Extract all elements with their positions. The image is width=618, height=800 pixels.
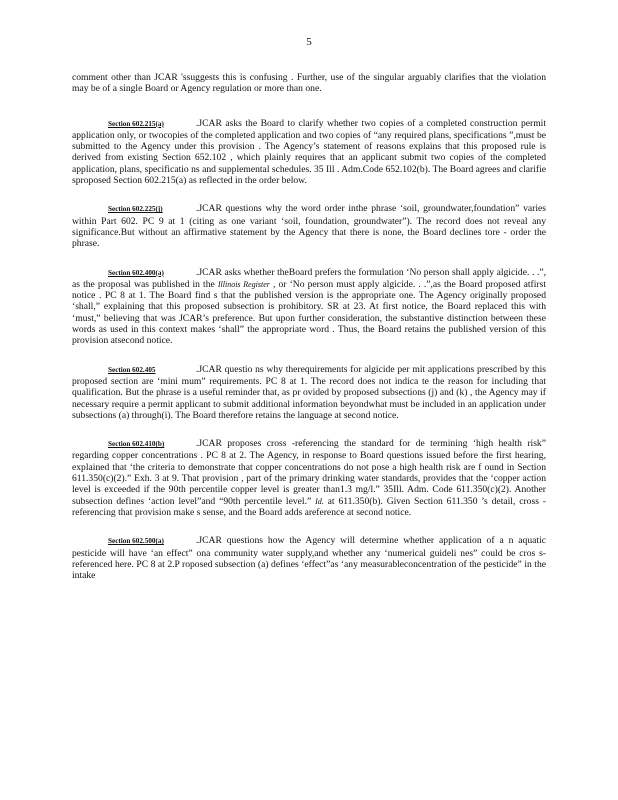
italic-citation: Illinois Register [217,279,270,289]
paragraph-text: , or ‘No person must apply algicide. . .”,as the Board proposed atfirst notice . PC 8 at 1. The Board find s that the published version is the appropriate one. The Agency originally proposed ‘shall,” explaining that this proposed subsection is prohibitory. SR at 23. At first notice, the Board replaced this with ‘must,” believing that was JCAR’s preference. But upon further consideration, the substantive distinction between these words as used in this context makes ‘shall” the appropriate word . Thus, the Board retains the published version of this provision atsecond notice. [72,278,546,347]
section-heading: Section 602.215(a) [108,119,164,128]
paragraph-text: .JCAR asks the Board to clarify whether two copies of a completed construction permit application only, or twocopies of the completed application and two copies of “any required plans, specifications ”,must be submitted to the Agency under this provision . The Agency’s statement of reasons explains that this proposed rule is derived from existing Section 652.102 , which plainly requires that an applicant submit two copies of the completed application, plans, specificatio ns and supplemental schedules. 35 Ill . Adm.Code 652.102(b). The Board agrees and clarifie sproposed Section 602.215(a) as reflected in the order below. [72,117,546,187]
paragraph-text: .JCAR questio ns why therequirements for algicide per mit applications prescribed by this proposed section are ‘mini mum” requirements. PC 8 at 1. The record does not indica te the reason for including that qualification. But the phrase is a useful reminder that, as pr ovided by proposed subsections (j) and (k) , the Agency may if necessary require a permit applicant to submit additional information beyondwhat must be included in an application under subsections (a) through(i). The Board therefore retains the language at second notice. [72,363,546,421]
paragraph [72,438,546,518]
section-heading: Section 602.410(b) [108,440,165,449]
paragraph [72,535,546,581]
section-heading: Section 602.500(a) [108,537,164,546]
paragraph-text: .JCAR proposes cross -referencing the standard for de termining ‘high health risk” regarding copper concentrations . PC 8 at 2. The Agency, in response to Board questions issued before the first hearing, explained that ‘the criteria to demonstrate that copper concentrations do not pose a high health risk are f ound in Section 611.350(c)(2).” Exh. 3 at 9. That provision , part of the primary drinking water standards, provides that the ‘copper action level is exceeded if the 90th percentile copper level is greater than1.3 mg/l.” 35Ill. Adm. Code 611.350(c)(2). Another subsection defines ‘action level”and “90th percentile level.” [72,438,546,507]
document-body [72,72,546,598]
paragraph-text: .JCAR asks whether theBoard prefers the formulation ‘No person shall apply algicide. . .”, as the proposal was published in the [72,266,546,290]
paragraph [72,203,546,249]
paragraph [72,118,546,187]
italic-citation: Id. [315,496,324,506]
paragraph-text: comment other than JCAR 'ssuggests this is confusing . Further, use of the singular arguably clarifies that the violation may be of a single Board or Agency regulation or more than one. [72,72,546,95]
section-heading: Section 602.400(a) [108,268,164,277]
paragraph-text: at 611.350(b). Given Section 611.350 ’s detail, cross -referencing that provision make s sense, and the Board adds areference at second notice. [72,495,546,518]
page-number: 5 [306,36,312,48]
paragraph-text: .JCAR questions why the word order inthe phrase ‘soil, groundwater,foundation” varies within Part 602. PC 9 at 1 (citing as one variant ‘soil, foundation, groundwater”). The record does not reveal any significance.But without an affirmative statement by the Agency that there is none, the Board declines tore - order the phrase. [72,203,546,250]
section-heading: Section 602.225(j) [108,205,163,214]
section-heading: Section 602.405 [108,365,156,374]
paragraph-text: .JCAR questions how the Agency will determine whether application of a n aquatic pesticide will have ‘an effect” ona community water supply,and whether any ‘numerical guideli nes” could be cros s-referenced here. PC 8 at 2.P roposed subsection (a) defines ‘effect”as ‘any measurableconcentration of the pesticide” in the intake [72,535,546,582]
paragraph [72,364,546,421]
paragraph [72,267,546,347]
paragraph [72,72,546,95]
